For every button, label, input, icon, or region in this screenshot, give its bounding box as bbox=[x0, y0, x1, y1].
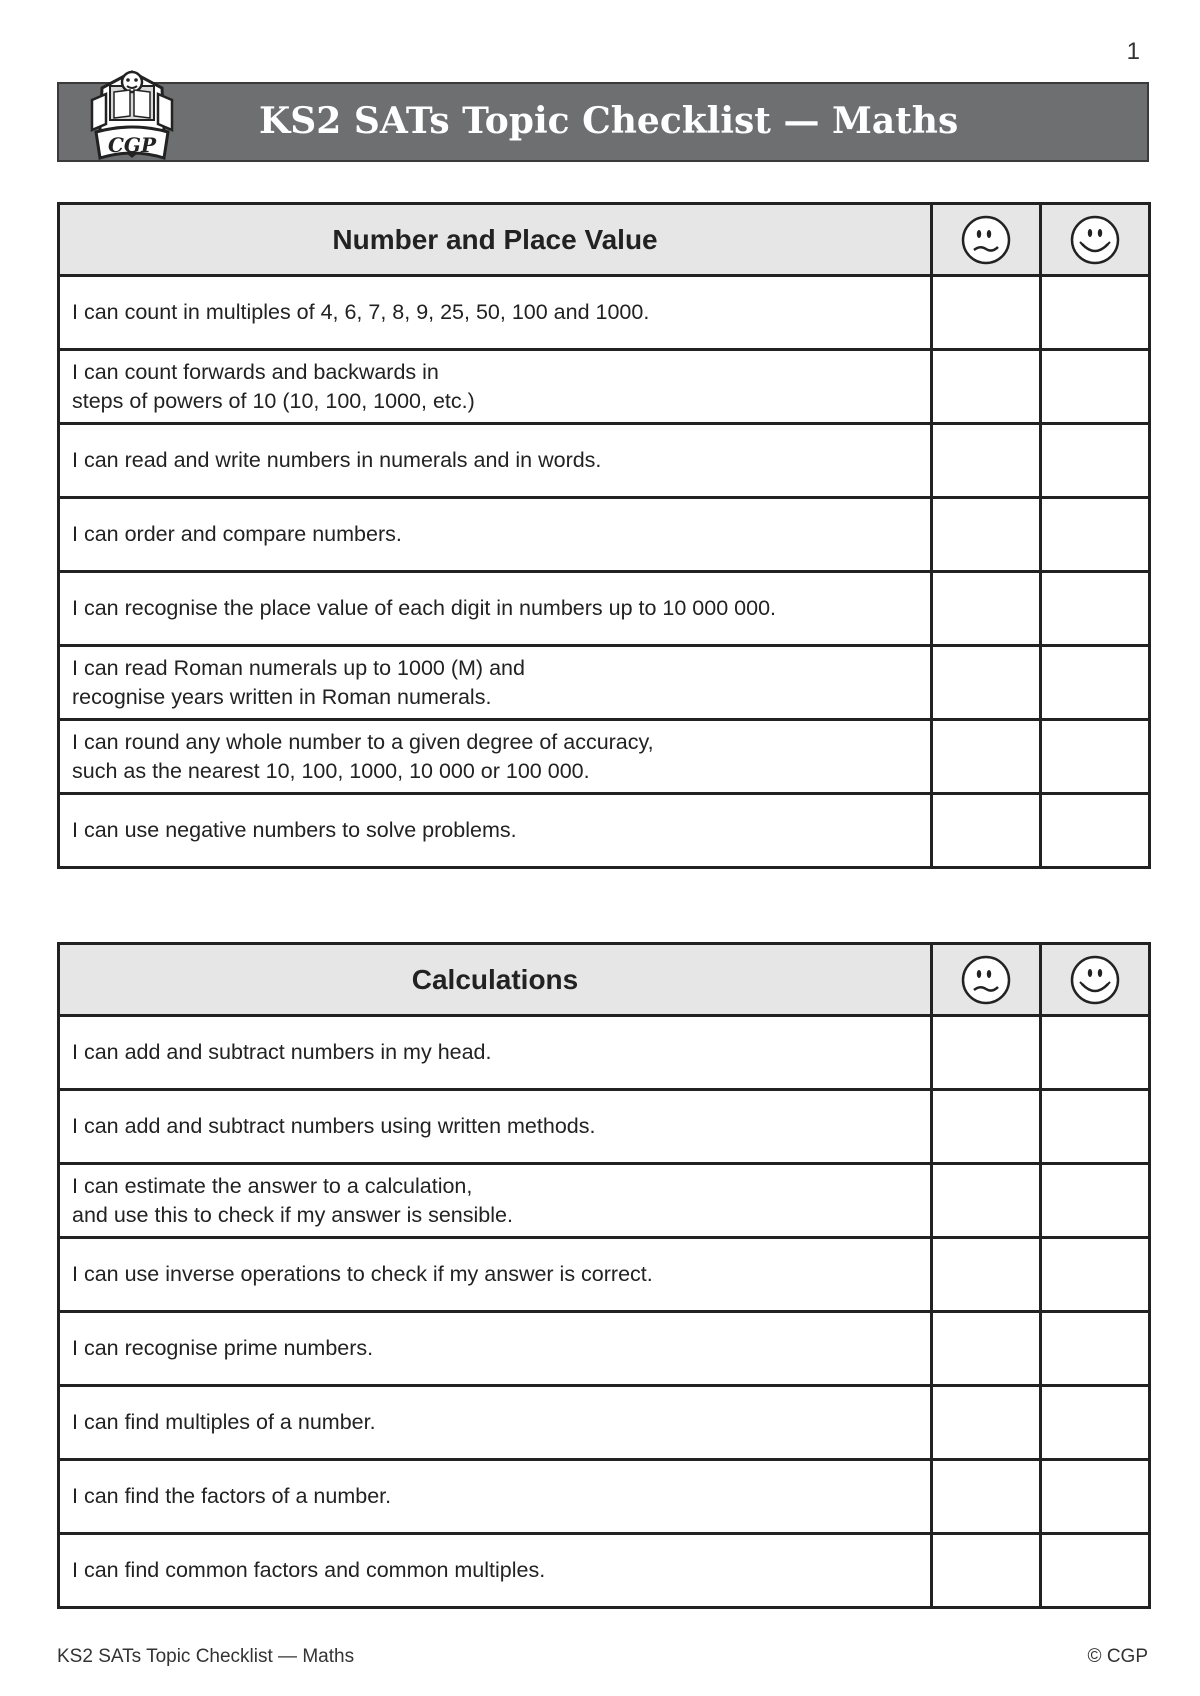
checklist-item-text: I can find common factors and common multiples. bbox=[59, 1534, 932, 1608]
number-place-value-table bbox=[57, 202, 1151, 869]
unsure-checkbox[interactable] bbox=[932, 276, 1041, 350]
checklist-item-text: I can use negative numbers to solve problems. bbox=[59, 794, 932, 868]
section-heading: Number and Place Value bbox=[59, 204, 932, 276]
checklist-item-text: I can add and subtract numbers using written methods. bbox=[59, 1090, 932, 1164]
cgp-logo bbox=[72, 60, 192, 180]
unsure-checkbox[interactable] bbox=[932, 646, 1041, 720]
unsure-column-header bbox=[932, 204, 1041, 276]
unsure-face-icon bbox=[960, 954, 1012, 1006]
table-header-row bbox=[59, 204, 1150, 276]
confident-checkbox[interactable] bbox=[1041, 646, 1150, 720]
confident-checkbox[interactable] bbox=[1041, 276, 1150, 350]
unsure-checkbox[interactable] bbox=[932, 424, 1041, 498]
table-row bbox=[59, 1460, 1150, 1534]
confident-checkbox[interactable] bbox=[1041, 498, 1150, 572]
confident-checkbox[interactable] bbox=[1041, 1238, 1150, 1312]
unsure-checkbox[interactable] bbox=[932, 498, 1041, 572]
table-row bbox=[59, 424, 1150, 498]
checklist-item-text: I can recognise prime numbers. bbox=[59, 1312, 932, 1386]
confident-checkbox[interactable] bbox=[1041, 1016, 1150, 1090]
table-row bbox=[59, 350, 1150, 424]
checklist-item-text: I can order and compare numbers. bbox=[59, 498, 932, 572]
calculations-table bbox=[57, 942, 1151, 1609]
confident-checkbox[interactable] bbox=[1041, 794, 1150, 868]
unsure-checkbox[interactable] bbox=[932, 1312, 1041, 1386]
unsure-checkbox[interactable] bbox=[932, 1016, 1041, 1090]
checklist-item-text: I can read Roman numerals up to 1000 (M) and recognise years written in Roman numerals. bbox=[59, 646, 932, 720]
table-row bbox=[59, 646, 1150, 720]
footer-title: KS2 SATs Topic Checklist — Maths bbox=[57, 1646, 355, 1667]
confident-checkbox[interactable] bbox=[1041, 1090, 1150, 1164]
confident-checkbox[interactable] bbox=[1041, 1460, 1150, 1534]
checklist-item-text: I can estimate the answer to a calculation, and use this to check if my answer is sensible. bbox=[59, 1164, 932, 1238]
confident-checkbox[interactable] bbox=[1041, 1534, 1150, 1608]
confident-checkbox[interactable] bbox=[1041, 1312, 1150, 1386]
page-number: 1 bbox=[1126, 38, 1140, 65]
checklist-item-text: I can read and write numbers in numerals and in words. bbox=[59, 424, 932, 498]
section-heading: Calculations bbox=[59, 944, 932, 1016]
checklist-item-text: I can find the factors of a number. bbox=[59, 1460, 932, 1534]
checklist-item-text: I can recognise the place value of each digit in numbers up to 10 000 000. bbox=[59, 572, 932, 646]
table-header-row bbox=[59, 944, 1150, 1016]
checklist-item-text: I can find multiples of a number. bbox=[59, 1386, 932, 1460]
unsure-checkbox[interactable] bbox=[932, 1090, 1041, 1164]
unsure-checkbox[interactable] bbox=[932, 350, 1041, 424]
table-row bbox=[59, 572, 1150, 646]
unsure-face-icon bbox=[960, 214, 1012, 266]
table-row bbox=[59, 276, 1150, 350]
checklist-item-text: I can count in multiples of 4, 6, 7, 8, 9, 25, 50, 100 and 1000. bbox=[59, 276, 932, 350]
confident-column-header bbox=[1041, 944, 1150, 1016]
unsure-column-header bbox=[932, 944, 1041, 1016]
table-row bbox=[59, 498, 1150, 572]
confident-checkbox[interactable] bbox=[1041, 1386, 1150, 1460]
unsure-checkbox[interactable] bbox=[932, 720, 1041, 794]
table-row bbox=[59, 1090, 1150, 1164]
unsure-checkbox[interactable] bbox=[932, 1164, 1041, 1238]
checklist-item-text: I can round any whole number to a given degree of accuracy, such as the nearest 10, 100, 1000, 10 000 or 100 000. bbox=[59, 720, 932, 794]
confident-checkbox[interactable] bbox=[1041, 720, 1150, 794]
table-row bbox=[59, 1238, 1150, 1312]
svg-text:CGP: CGP bbox=[107, 133, 157, 157]
table-row bbox=[59, 1164, 1150, 1238]
table-row bbox=[59, 794, 1150, 868]
table-row bbox=[59, 1386, 1150, 1460]
confident-checkbox[interactable] bbox=[1041, 1164, 1150, 1238]
table-row bbox=[59, 1312, 1150, 1386]
smiley-face-icon bbox=[1069, 214, 1121, 266]
title-banner bbox=[57, 82, 1149, 162]
checklist-item-text: I can count forwards and backwards in steps of powers of 10 (10, 100, 1000, etc.) bbox=[59, 350, 932, 424]
unsure-checkbox[interactable] bbox=[932, 572, 1041, 646]
table-row bbox=[59, 1534, 1150, 1608]
checklist-item-text: I can use inverse operations to check if my answer is correct. bbox=[59, 1238, 932, 1312]
confident-checkbox[interactable] bbox=[1041, 572, 1150, 646]
smiley-face-icon bbox=[1069, 954, 1121, 1006]
footer-copyright: © CGP bbox=[1087, 1646, 1148, 1667]
unsure-checkbox[interactable] bbox=[932, 1460, 1041, 1534]
unsure-checkbox[interactable] bbox=[932, 1386, 1041, 1460]
checklist-item-text: I can add and subtract numbers in my head. bbox=[59, 1016, 932, 1090]
confident-checkbox[interactable] bbox=[1041, 350, 1150, 424]
unsure-checkbox[interactable] bbox=[932, 1238, 1041, 1312]
page-title: KS2 SATs Topic Checklist — Maths bbox=[259, 100, 959, 142]
confident-checkbox[interactable] bbox=[1041, 424, 1150, 498]
confident-column-header bbox=[1041, 204, 1150, 276]
table-row bbox=[59, 720, 1150, 794]
unsure-checkbox[interactable] bbox=[932, 1534, 1041, 1608]
table-row bbox=[59, 1016, 1150, 1090]
unsure-checkbox[interactable] bbox=[932, 794, 1041, 868]
